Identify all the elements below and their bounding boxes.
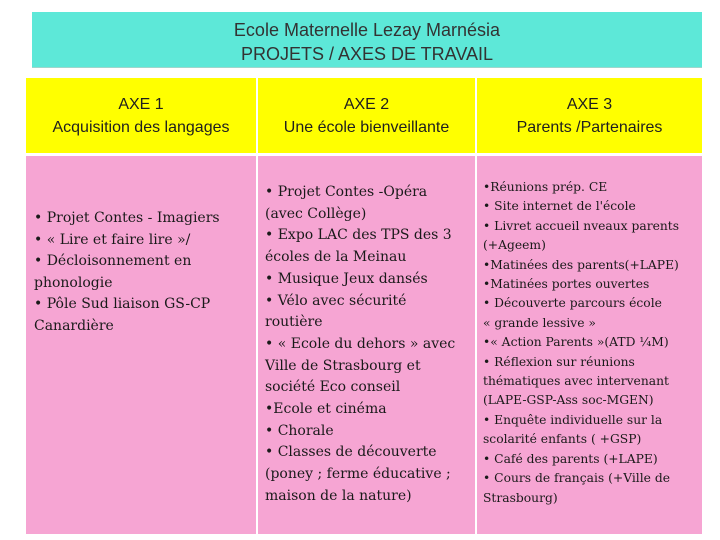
project-line: routière bbox=[265, 314, 323, 331]
project-line: • Musique Jeux dansés bbox=[265, 270, 428, 287]
project-line: • « Lire et faire lire »/ bbox=[34, 231, 191, 248]
project-line: (+Ageem) bbox=[483, 238, 546, 253]
project-line: • Cours de français (+Ville de bbox=[483, 471, 670, 486]
axe-2-title: AXE 2 bbox=[343, 96, 390, 113]
project-line: • Livret accueil nveaux parents bbox=[483, 218, 680, 233]
project-line: • « Ecole du dehors » avec bbox=[265, 335, 456, 352]
project-line: • Réflexion sur réunions bbox=[483, 354, 635, 369]
project-line: • Découverte parcours école bbox=[483, 296, 662, 311]
title-banner bbox=[32, 12, 702, 68]
project-line: •Matinées portes ouvertes bbox=[483, 277, 650, 292]
project-line: • Expo LAC des TPS des 3 bbox=[265, 227, 452, 244]
project-line: •Matinées des parents(+LAPE) bbox=[483, 257, 679, 272]
project-line: • Décloisonnement en bbox=[34, 253, 192, 269]
project-line: • Projet Contes -Opéra bbox=[265, 184, 428, 200]
project-line: phonologie bbox=[34, 274, 113, 291]
axe-1-projects bbox=[26, 156, 256, 534]
axe-3-name: Parents /Partenaires bbox=[516, 119, 663, 136]
project-line: société Eco conseil bbox=[265, 379, 401, 396]
project-line: •Ecole et cinéma bbox=[265, 401, 387, 418]
project-line: •Réunions prép. CE bbox=[483, 180, 608, 194]
axe-2-header bbox=[258, 78, 475, 153]
project-line: écoles de la Meinau bbox=[265, 249, 407, 266]
project-line: (LAPE-GSP-Ass soc-MGEN) bbox=[483, 393, 654, 408]
project-line: •« Action Parents »(ATD ¼M) bbox=[483, 335, 669, 350]
project-line: (avec Collège) bbox=[265, 205, 367, 222]
axe-1-name: Acquisition des langages bbox=[52, 119, 230, 136]
project-line: thématiques avec intervenant bbox=[483, 374, 669, 389]
project-line: • Chorale bbox=[265, 422, 334, 439]
axe-2-name: Une école bienveillante bbox=[283, 119, 450, 136]
project-line: (poney ; ferme éducative ; bbox=[265, 466, 451, 483]
project-line: • Projet Contes - Imagiers bbox=[34, 210, 220, 226]
axe-1-header bbox=[26, 78, 256, 153]
axe-3-list bbox=[483, 178, 702, 508]
axe-1-list bbox=[34, 208, 256, 337]
axe-3-projects bbox=[477, 156, 702, 534]
axe-2-projects bbox=[258, 156, 475, 534]
page-subtitle: PROJETS / AXES DE TRAVAIL bbox=[240, 44, 494, 64]
project-line: « grande lessive » bbox=[483, 315, 596, 330]
project-line: Ville de Strasbourg et bbox=[265, 357, 421, 374]
project-line: • Vélo avec sécurité bbox=[265, 292, 407, 309]
axe-3-title: AXE 3 bbox=[566, 96, 613, 113]
project-line: maison de la nature) bbox=[265, 487, 412, 504]
axe-2-list bbox=[265, 182, 475, 508]
project-line: Strasbourg) bbox=[483, 490, 558, 505]
project-line: • Site internet de l'école bbox=[483, 199, 636, 214]
project-line: scolarité enfants ( +GSP) bbox=[483, 432, 642, 447]
project-line: • Classes de découverte bbox=[265, 444, 437, 461]
axe-1-title: AXE 1 bbox=[118, 96, 164, 113]
project-line: Canardière bbox=[34, 317, 114, 334]
school-title: Ecole Maternelle Lezay Marnésia bbox=[233, 20, 501, 40]
project-line: • Enquête individuelle sur la bbox=[483, 412, 663, 427]
axes-table bbox=[26, 78, 702, 534]
project-line: • Café des parents (+LAPE) bbox=[483, 451, 658, 466]
project-line: • Pôle Sud liaison GS-CP bbox=[34, 296, 211, 312]
axe-3-header bbox=[477, 78, 702, 153]
